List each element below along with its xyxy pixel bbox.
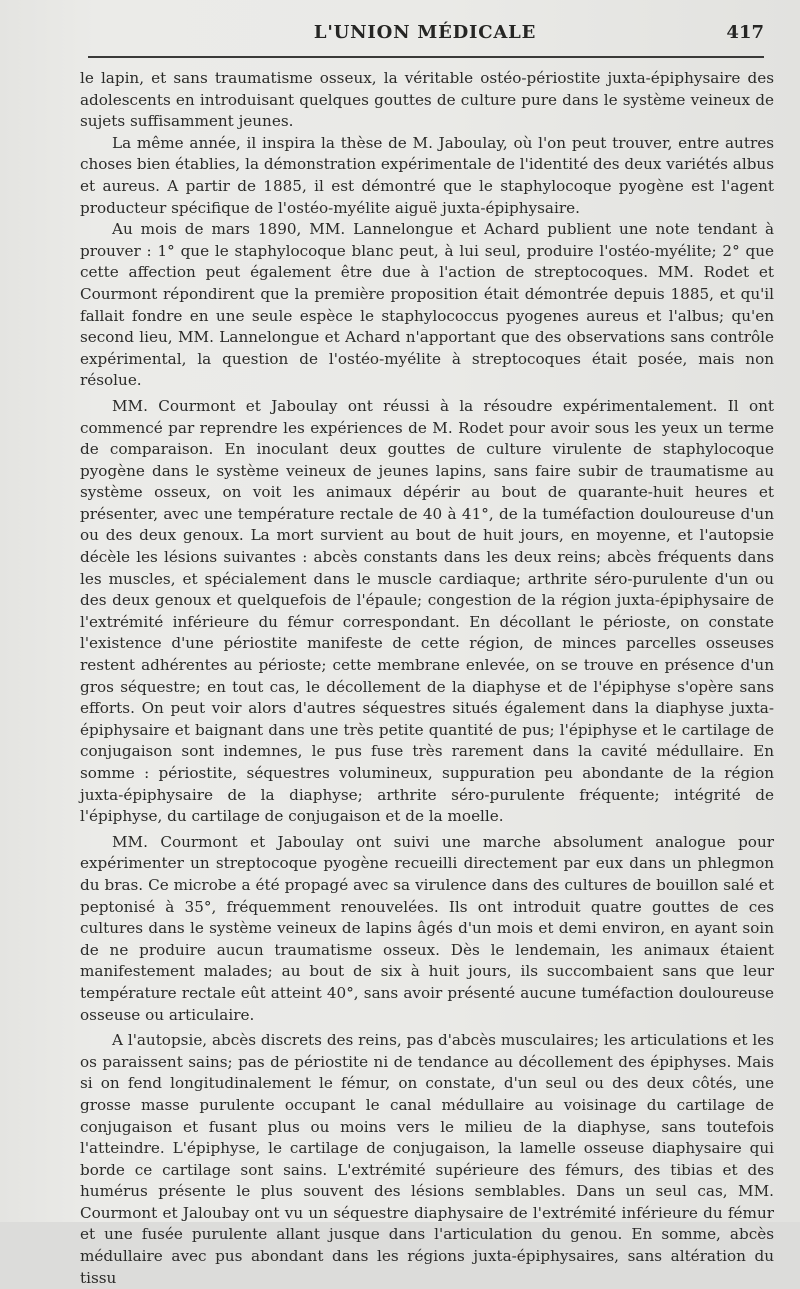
running-title: L'UNION MÉDICALE <box>313 22 537 43</box>
paragraph: MM. Courmont et Jaboulay ont réussi à la résoudre expérimentalement. Il ont commencé par reprendre les expériences de M. Rodet pour avoir sous les yeux un terme de comparaison. En inoculant deux gouttes de culture virulente de staphylocoque pyogène dans le système veineux de jeunes lapins, sans faire subir de traumatisme au système osseux, on voit les animaux dépérir au bout de quarante-huit heures et présenter, avec une température rectale de 40 à 41°, de la tuméfaction douloureuse d'un ou des deux genoux. La mort survient au bout de huit jours, en moyenne, et l'autopsie décèle les lésions suivantes : abcès constants dans les deux reins; abcès fréquents dans les muscles, et spécialement dans le muscle cardiaque; arthrite séro-purulente d'un ou des deux genoux et quelquefois de l'épaule; congestion de la région juxta-épiphysaire de l'extrémité inférieure du fémur correspondant. En décollant le périoste, on constate l'existence d'une périostite manifeste de cette région, de minces parcelles osseuses restent adhérentes au périoste; cette membrane enlevée, on se trouve en présence d'un gros séquestre; en tout cas, le décollement de la diaphyse et de l'épiphyse s'opère sans efforts. On peut voir alors d'autres séquestres situés également dans la diaphyse juxta-épiphysaire et baignant dans une très petite quantité de pus; l'épiphyse et le cartilage de conjugaison sont indemnes, le pus fuse très rarement dans la cavité médullaire. En somme : périostite, séquestres volumineux, suppuration peu abondante de la région juxta-épiphysaire de la diaphyse; arthrite séro-purulente fréquente; intégrité de l'épiphyse, du cartilage de conjugaison et de la moelle. <box>80 396 774 826</box>
paragraph: A l'autopsie, abcès discrets des reins, pas d'abcès musculaires; les articulations et les os paraissent sains; pas de périostite ni de tendance au décollement des épiphyses. Mais si on fend longitudinalement le fémur, on constate, d'un seul ou des deux côtés, une grosse masse purulente occupant le canal médullaire au voisinage du cartilage de conjugaison et fusant plus ou moins vers le milieu de la diaphyse, sans toutefois l'atteindre. L'épiphyse, le cartilage de conjugaison, la lamelle osseuse diaphysaire qui borde ce cartilage sont sains. L'extrémité supérieure des fémurs, des tibias et des humérus présente le plus souvent des lésions semblables. Dans un seul cas, MM. Courmont et Jaloubay ont vu un séquestre diaphysaire de l'extrémité inférieure du fémur et une fusée purulente allant jusque dans l'articulation du genou. En somme, abcès médullaire avec pus abondant dans les régions juxta-épiphysaires, sans altération du tissu <box>80 1031 774 1287</box>
page-number: 417 <box>726 22 764 43</box>
paragraph: le lapin, et sans traumatisme osseux, la véritable ostéo-périostite juxta-épiphysaire des adolescents en introduisant quelques gouttes de culture pure dans le système veineux de sujets suffisamment jeunes. <box>80 69 774 131</box>
paragraph: MM. Courmont et Jaboulay ont suivi une marche absolument analogue pour expérimenter un streptocoque pyogène recueilli directement par eux dans un phlegmon du bras. Ce microbe a été propagé avec sa virulence dans des cultures de bouillon salé et peptonisé à 35°, fréquemment renouvelées. Ils ont introduit quatre gouttes de ces cultures dans le système veineux de lapins âgés d'un mois et demi environ, en ayant soin de ne produire aucun traumatisme osseux. Dès le lendemain, les animaux étaient manifestement malades; au bout de six à huit jours, ils succombaient sans que leur température rectale eût atteint 40°, sans avoir présenté aucune tuméfaction douloureuse osseuse ou articulaire. <box>80 832 774 1024</box>
page-header <box>86 22 764 50</box>
paragraph: La même année, il inspira la thèse de M. Jaboulay, où l'on peut trouver, entre autres choses bien établies, la démonstration expérimentale de l'identité des deux variétés albus et aureus. A partir de 1885, il est démontré que le staphylocoque pyogène est l'agent producteur spécifique de l'ostéo-myélite aiguë juxta-épiphysaire. <box>80 133 774 217</box>
paragraph: Au mois de mars 1890, MM. Lannelongue et Achard publient une note tendant à prouver : 1° que le staphylocoque blanc peut, à lui seul, produire l'ostéo-myélite; 2° que cette affection peut également être due à l'action de streptocoques. MM. Rodet et Courmont répondirent que la première proposition était démontrée depuis 1885, et qu'il fallait fondre en une seule espèce le staphylococcus pyogenes aureus et l'albus; qu'en second lieu, MM. Lannelongue et Achard n'apportant que des observations sans contrôle expérimental, la question de l'ostéo-myélite à streptocoques était posée, mais non résolue. <box>80 220 774 390</box>
header-rule <box>88 56 764 58</box>
body-text <box>80 68 774 1289</box>
